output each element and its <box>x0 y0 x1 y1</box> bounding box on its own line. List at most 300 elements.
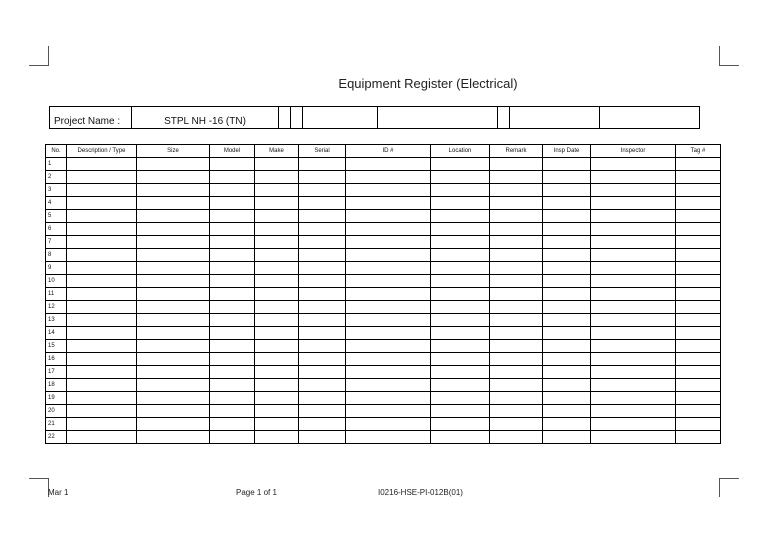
table-cell[interactable] <box>490 379 543 392</box>
table-cell[interactable] <box>346 288 431 301</box>
table-cell[interactable] <box>210 379 255 392</box>
table-cell[interactable] <box>431 327 490 340</box>
table-cell[interactable] <box>543 223 591 236</box>
table-cell[interactable] <box>299 158 346 171</box>
table-cell[interactable] <box>255 418 299 431</box>
row-number: 9 <box>46 262 67 275</box>
table-cell[interactable] <box>431 249 490 262</box>
table-cell[interactable] <box>490 366 543 379</box>
table-cell[interactable] <box>346 405 431 418</box>
table-cell[interactable] <box>210 366 255 379</box>
table-row <box>46 431 721 444</box>
table-cell[interactable] <box>431 236 490 249</box>
table-cell[interactable] <box>431 262 490 275</box>
table-cell[interactable] <box>210 223 255 236</box>
table-cell[interactable] <box>490 210 543 223</box>
table-cell[interactable] <box>346 327 431 340</box>
crop-mark-top-left-v <box>48 46 49 65</box>
table-cell[interactable] <box>676 379 721 392</box>
table-cell[interactable] <box>299 314 346 327</box>
equipment-register-table <box>45 144 721 444</box>
table-cell[interactable] <box>591 301 676 314</box>
table-cell[interactable] <box>676 405 721 418</box>
table-cell[interactable] <box>431 392 490 405</box>
table-cell[interactable] <box>210 288 255 301</box>
table-cell[interactable] <box>490 158 543 171</box>
table-cell[interactable] <box>299 392 346 405</box>
table-cell[interactable] <box>137 353 210 366</box>
table-cell[interactable] <box>137 418 210 431</box>
table-cell[interactable] <box>346 353 431 366</box>
table-cell[interactable] <box>676 392 721 405</box>
column-header-size: Size <box>137 145 210 158</box>
crop-mark-top-right-h <box>719 65 739 66</box>
table-cell[interactable] <box>591 171 676 184</box>
table-cell[interactable] <box>591 405 676 418</box>
row-number: 2 <box>46 171 67 184</box>
table-cell[interactable] <box>431 301 490 314</box>
table-cell[interactable] <box>490 249 543 262</box>
table-cell[interactable] <box>431 379 490 392</box>
table-cell[interactable] <box>543 275 591 288</box>
table-cell[interactable] <box>543 249 591 262</box>
table-cell[interactable] <box>67 327 137 340</box>
row-number: 7 <box>46 236 67 249</box>
table-cell[interactable] <box>299 210 346 223</box>
table-cell[interactable] <box>137 171 210 184</box>
table-cell[interactable] <box>591 431 676 444</box>
table-cell[interactable] <box>490 223 543 236</box>
table-cell[interactable] <box>676 288 721 301</box>
table-cell[interactable] <box>591 223 676 236</box>
table-cell[interactable] <box>299 197 346 210</box>
table-cell[interactable] <box>299 301 346 314</box>
table-cell[interactable] <box>255 327 299 340</box>
table-cell[interactable] <box>299 288 346 301</box>
table-cell[interactable] <box>490 301 543 314</box>
table-cell[interactable] <box>431 210 490 223</box>
row-number: 14 <box>46 327 67 340</box>
table-cell[interactable] <box>255 288 299 301</box>
table-cell[interactable] <box>676 184 721 197</box>
table-cell[interactable] <box>676 301 721 314</box>
project-blank-cell[interactable] <box>498 107 510 128</box>
table-cell[interactable] <box>210 171 255 184</box>
table-cell[interactable] <box>543 158 591 171</box>
table-row <box>46 327 721 340</box>
table-cell[interactable] <box>137 210 210 223</box>
table-cell[interactable] <box>67 249 137 262</box>
table-cell[interactable] <box>346 392 431 405</box>
project-blank-cell[interactable] <box>600 107 699 128</box>
table-cell[interactable] <box>255 353 299 366</box>
table-row <box>46 353 721 366</box>
table-cell[interactable] <box>543 197 591 210</box>
table-cell[interactable] <box>299 184 346 197</box>
table-cell[interactable] <box>210 431 255 444</box>
table-cell[interactable] <box>67 275 137 288</box>
table-cell[interactable] <box>346 249 431 262</box>
table-cell[interactable] <box>67 210 137 223</box>
table-cell[interactable] <box>543 431 591 444</box>
table-cell[interactable] <box>431 275 490 288</box>
table-cell[interactable] <box>299 249 346 262</box>
table-cell[interactable] <box>255 158 299 171</box>
table-cell[interactable] <box>210 301 255 314</box>
table-cell[interactable] <box>346 158 431 171</box>
table-cell[interactable] <box>255 197 299 210</box>
table-cell[interactable] <box>346 184 431 197</box>
row-number: 5 <box>46 210 67 223</box>
table-cell[interactable] <box>591 379 676 392</box>
table-cell[interactable] <box>431 288 490 301</box>
table-cell[interactable] <box>137 379 210 392</box>
table-cell[interactable] <box>676 197 721 210</box>
table-cell[interactable] <box>676 366 721 379</box>
table-cell[interactable] <box>137 392 210 405</box>
table-cell[interactable] <box>299 418 346 431</box>
table-cell[interactable] <box>67 431 137 444</box>
table-cell[interactable] <box>543 340 591 353</box>
table-cell[interactable] <box>676 353 721 366</box>
column-header-no: No. <box>46 145 67 158</box>
table-cell[interactable] <box>591 249 676 262</box>
table-cell[interactable] <box>676 275 721 288</box>
table-cell[interactable] <box>543 171 591 184</box>
table-cell[interactable] <box>490 288 543 301</box>
table-cell[interactable] <box>591 210 676 223</box>
column-header-serial: Serial <box>299 145 346 158</box>
table-cell[interactable] <box>255 431 299 444</box>
table-cell[interactable] <box>210 392 255 405</box>
table-cell[interactable] <box>67 158 137 171</box>
table-cell[interactable] <box>137 236 210 249</box>
table-cell[interactable] <box>346 223 431 236</box>
table-cell[interactable] <box>431 314 490 327</box>
footer-date: Mar 1 <box>48 488 69 497</box>
table-cell[interactable] <box>210 418 255 431</box>
table-cell[interactable] <box>431 158 490 171</box>
table-cell[interactable] <box>67 197 137 210</box>
row-number: 13 <box>46 314 67 327</box>
row-number: 3 <box>46 184 67 197</box>
table-cell[interactable] <box>210 158 255 171</box>
table-cell[interactable] <box>591 197 676 210</box>
table-cell[interactable] <box>210 249 255 262</box>
table-cell[interactable] <box>299 275 346 288</box>
row-number: 4 <box>46 197 67 210</box>
table-cell[interactable] <box>137 262 210 275</box>
table-cell[interactable] <box>431 431 490 444</box>
page-title: Equipment Register (Electrical) <box>338 76 518 91</box>
table-cell[interactable] <box>676 210 721 223</box>
crop-mark-bottom-left-h <box>29 478 49 479</box>
table-cell[interactable] <box>676 340 721 353</box>
table-cell[interactable] <box>346 275 431 288</box>
table-cell[interactable] <box>591 392 676 405</box>
project-blank-cell[interactable] <box>303 107 378 128</box>
project-blank-cell[interactable] <box>510 107 600 128</box>
table-cell[interactable] <box>137 184 210 197</box>
column-header-location: Location <box>431 145 490 158</box>
column-header-tag: Tag # <box>676 145 721 158</box>
column-header-remark: Remark <box>490 145 543 158</box>
project-blank-cell[interactable] <box>378 107 498 128</box>
table-cell[interactable] <box>676 327 721 340</box>
table-cell[interactable] <box>490 184 543 197</box>
table-cell[interactable] <box>591 340 676 353</box>
table-cell[interactable] <box>137 249 210 262</box>
table-cell[interactable] <box>346 171 431 184</box>
column-header-inspector: Inspector <box>591 145 676 158</box>
table-cell[interactable] <box>67 418 137 431</box>
table-cell[interactable] <box>299 366 346 379</box>
table-cell[interactable] <box>255 366 299 379</box>
table-cell[interactable] <box>255 262 299 275</box>
table-cell[interactable] <box>346 236 431 249</box>
table-cell[interactable] <box>346 418 431 431</box>
table-cell[interactable] <box>299 379 346 392</box>
table-cell[interactable] <box>676 223 721 236</box>
table-cell[interactable] <box>591 366 676 379</box>
table-cell[interactable] <box>543 379 591 392</box>
table-row <box>46 288 721 301</box>
table-cell[interactable] <box>543 262 591 275</box>
table-cell[interactable] <box>255 184 299 197</box>
table-cell[interactable] <box>346 210 431 223</box>
table-cell[interactable] <box>210 275 255 288</box>
table-cell[interactable] <box>431 171 490 184</box>
crop-mark-top-left-h <box>29 65 49 66</box>
crop-mark-bottom-right-v <box>719 478 720 497</box>
table-cell[interactable] <box>67 405 137 418</box>
table-cell[interactable] <box>255 275 299 288</box>
row-number: 17 <box>46 366 67 379</box>
table-cell[interactable] <box>299 431 346 444</box>
table-cell[interactable] <box>431 405 490 418</box>
table-cell[interactable] <box>137 288 210 301</box>
table-cell[interactable] <box>543 288 591 301</box>
table-cell[interactable] <box>676 262 721 275</box>
table-cell[interactable] <box>210 327 255 340</box>
table-cell[interactable] <box>346 340 431 353</box>
table-cell[interactable] <box>67 288 137 301</box>
table-cell[interactable] <box>255 301 299 314</box>
table-cell[interactable] <box>676 314 721 327</box>
table-cell[interactable] <box>137 405 210 418</box>
table-cell[interactable] <box>137 314 210 327</box>
table-row <box>46 158 721 171</box>
column-header-description: Description / Type <box>67 145 137 158</box>
table-cell[interactable] <box>299 405 346 418</box>
table-cell[interactable] <box>67 353 137 366</box>
table-cell[interactable] <box>67 171 137 184</box>
table-cell[interactable] <box>490 431 543 444</box>
table-cell[interactable] <box>591 327 676 340</box>
table-cell[interactable] <box>591 184 676 197</box>
table-row <box>46 262 721 275</box>
table-cell[interactable] <box>591 158 676 171</box>
table-cell[interactable] <box>210 353 255 366</box>
table-cell[interactable] <box>490 275 543 288</box>
table-cell[interactable] <box>67 379 137 392</box>
table-cell[interactable] <box>346 366 431 379</box>
table-cell[interactable] <box>431 340 490 353</box>
table-cell[interactable] <box>676 158 721 171</box>
project-blank-cell[interactable] <box>279 107 291 128</box>
table-cell[interactable] <box>67 262 137 275</box>
table-cell[interactable] <box>210 184 255 197</box>
column-header-model: Model <box>210 145 255 158</box>
table-cell[interactable] <box>490 314 543 327</box>
table-cell[interactable] <box>431 197 490 210</box>
table-cell[interactable] <box>490 405 543 418</box>
table-cell[interactable] <box>490 171 543 184</box>
table-cell[interactable] <box>431 418 490 431</box>
table-cell[interactable] <box>255 223 299 236</box>
table-cell[interactable] <box>490 236 543 249</box>
footer-document-code: I0216-HSE-PI-012B(01) <box>378 488 463 497</box>
table-cell[interactable] <box>676 171 721 184</box>
table-cell[interactable] <box>490 262 543 275</box>
table-cell[interactable] <box>255 236 299 249</box>
table-cell[interactable] <box>676 236 721 249</box>
table-cell[interactable] <box>543 184 591 197</box>
table-row <box>46 405 721 418</box>
table-cell[interactable] <box>210 210 255 223</box>
table-cell[interactable] <box>543 210 591 223</box>
table-cell[interactable] <box>431 184 490 197</box>
table-cell[interactable] <box>676 431 721 444</box>
project-name-value[interactable]: STPL NH -16 (TN) <box>132 107 279 128</box>
table-cell[interactable] <box>255 405 299 418</box>
table-cell[interactable] <box>210 262 255 275</box>
table-cell[interactable] <box>255 392 299 405</box>
row-number: 12 <box>46 301 67 314</box>
table-cell[interactable] <box>137 431 210 444</box>
table-cell[interactable] <box>431 366 490 379</box>
table-cell[interactable] <box>67 236 137 249</box>
table-cell[interactable] <box>137 301 210 314</box>
table-cell[interactable] <box>346 431 431 444</box>
table-cell[interactable] <box>255 379 299 392</box>
table-cell[interactable] <box>255 249 299 262</box>
table-cell[interactable] <box>137 197 210 210</box>
table-cell[interactable] <box>210 197 255 210</box>
table-cell[interactable] <box>210 236 255 249</box>
table-cell[interactable] <box>137 366 210 379</box>
column-header-make: Make <box>255 145 299 158</box>
table-cell[interactable] <box>255 340 299 353</box>
table-cell[interactable] <box>299 340 346 353</box>
table-cell[interactable] <box>67 184 137 197</box>
table-cell[interactable] <box>543 327 591 340</box>
table-cell[interactable] <box>591 314 676 327</box>
table-body <box>46 158 721 444</box>
table-cell[interactable] <box>210 340 255 353</box>
table-cell[interactable] <box>490 353 543 366</box>
table-cell[interactable] <box>255 210 299 223</box>
table-cell[interactable] <box>299 236 346 249</box>
table-cell[interactable] <box>137 158 210 171</box>
table-cell[interactable] <box>210 314 255 327</box>
table-cell[interactable] <box>490 418 543 431</box>
table-cell[interactable] <box>299 223 346 236</box>
table-cell[interactable] <box>137 340 210 353</box>
table-cell[interactable] <box>591 275 676 288</box>
table-cell[interactable] <box>543 301 591 314</box>
row-number: 10 <box>46 275 67 288</box>
table-cell[interactable] <box>543 392 591 405</box>
table-cell[interactable] <box>543 314 591 327</box>
table-cell[interactable] <box>543 236 591 249</box>
table-cell[interactable] <box>431 223 490 236</box>
table-row <box>46 366 721 379</box>
table-cell[interactable] <box>676 418 721 431</box>
table-cell[interactable] <box>67 314 137 327</box>
table-cell[interactable] <box>67 392 137 405</box>
table-cell[interactable] <box>299 171 346 184</box>
table-cell[interactable] <box>67 366 137 379</box>
table-cell[interactable] <box>67 223 137 236</box>
column-header-id: ID # <box>346 145 431 158</box>
row-number: 21 <box>46 418 67 431</box>
table-cell[interactable] <box>346 379 431 392</box>
table-row <box>46 301 721 314</box>
table-cell[interactable] <box>591 418 676 431</box>
table-cell[interactable] <box>299 262 346 275</box>
table-header-row <box>46 145 721 158</box>
table-cell[interactable] <box>591 236 676 249</box>
table-cell[interactable] <box>299 353 346 366</box>
column-header-insp-date: Insp Date <box>543 145 591 158</box>
table-cell[interactable] <box>255 314 299 327</box>
table-cell[interactable] <box>346 197 431 210</box>
table-cell[interactable] <box>346 301 431 314</box>
table-row <box>46 197 721 210</box>
table-cell[interactable] <box>299 327 346 340</box>
row-number: 1 <box>46 158 67 171</box>
table-row <box>46 392 721 405</box>
table-row <box>46 223 721 236</box>
table-cell[interactable] <box>137 327 210 340</box>
project-blank-cell[interactable] <box>291 107 303 128</box>
table-cell[interactable] <box>137 223 210 236</box>
table-cell[interactable] <box>137 275 210 288</box>
table-cell[interactable] <box>490 327 543 340</box>
table-cell[interactable] <box>543 418 591 431</box>
table-cell[interactable] <box>67 301 137 314</box>
table-row <box>46 171 721 184</box>
table-cell[interactable] <box>431 353 490 366</box>
table-cell[interactable] <box>676 249 721 262</box>
table-cell[interactable] <box>346 314 431 327</box>
table-cell[interactable] <box>591 288 676 301</box>
table-cell[interactable] <box>490 197 543 210</box>
table-cell[interactable] <box>591 262 676 275</box>
table-cell[interactable] <box>543 405 591 418</box>
table-cell[interactable] <box>490 340 543 353</box>
table-cell[interactable] <box>346 262 431 275</box>
table-cell[interactable] <box>591 353 676 366</box>
table-cell[interactable] <box>67 340 137 353</box>
table-cell[interactable] <box>210 405 255 418</box>
table-cell[interactable] <box>490 392 543 405</box>
table-cell[interactable] <box>543 353 591 366</box>
table-cell[interactable] <box>255 171 299 184</box>
table-cell[interactable] <box>543 366 591 379</box>
row-number: 20 <box>46 405 67 418</box>
